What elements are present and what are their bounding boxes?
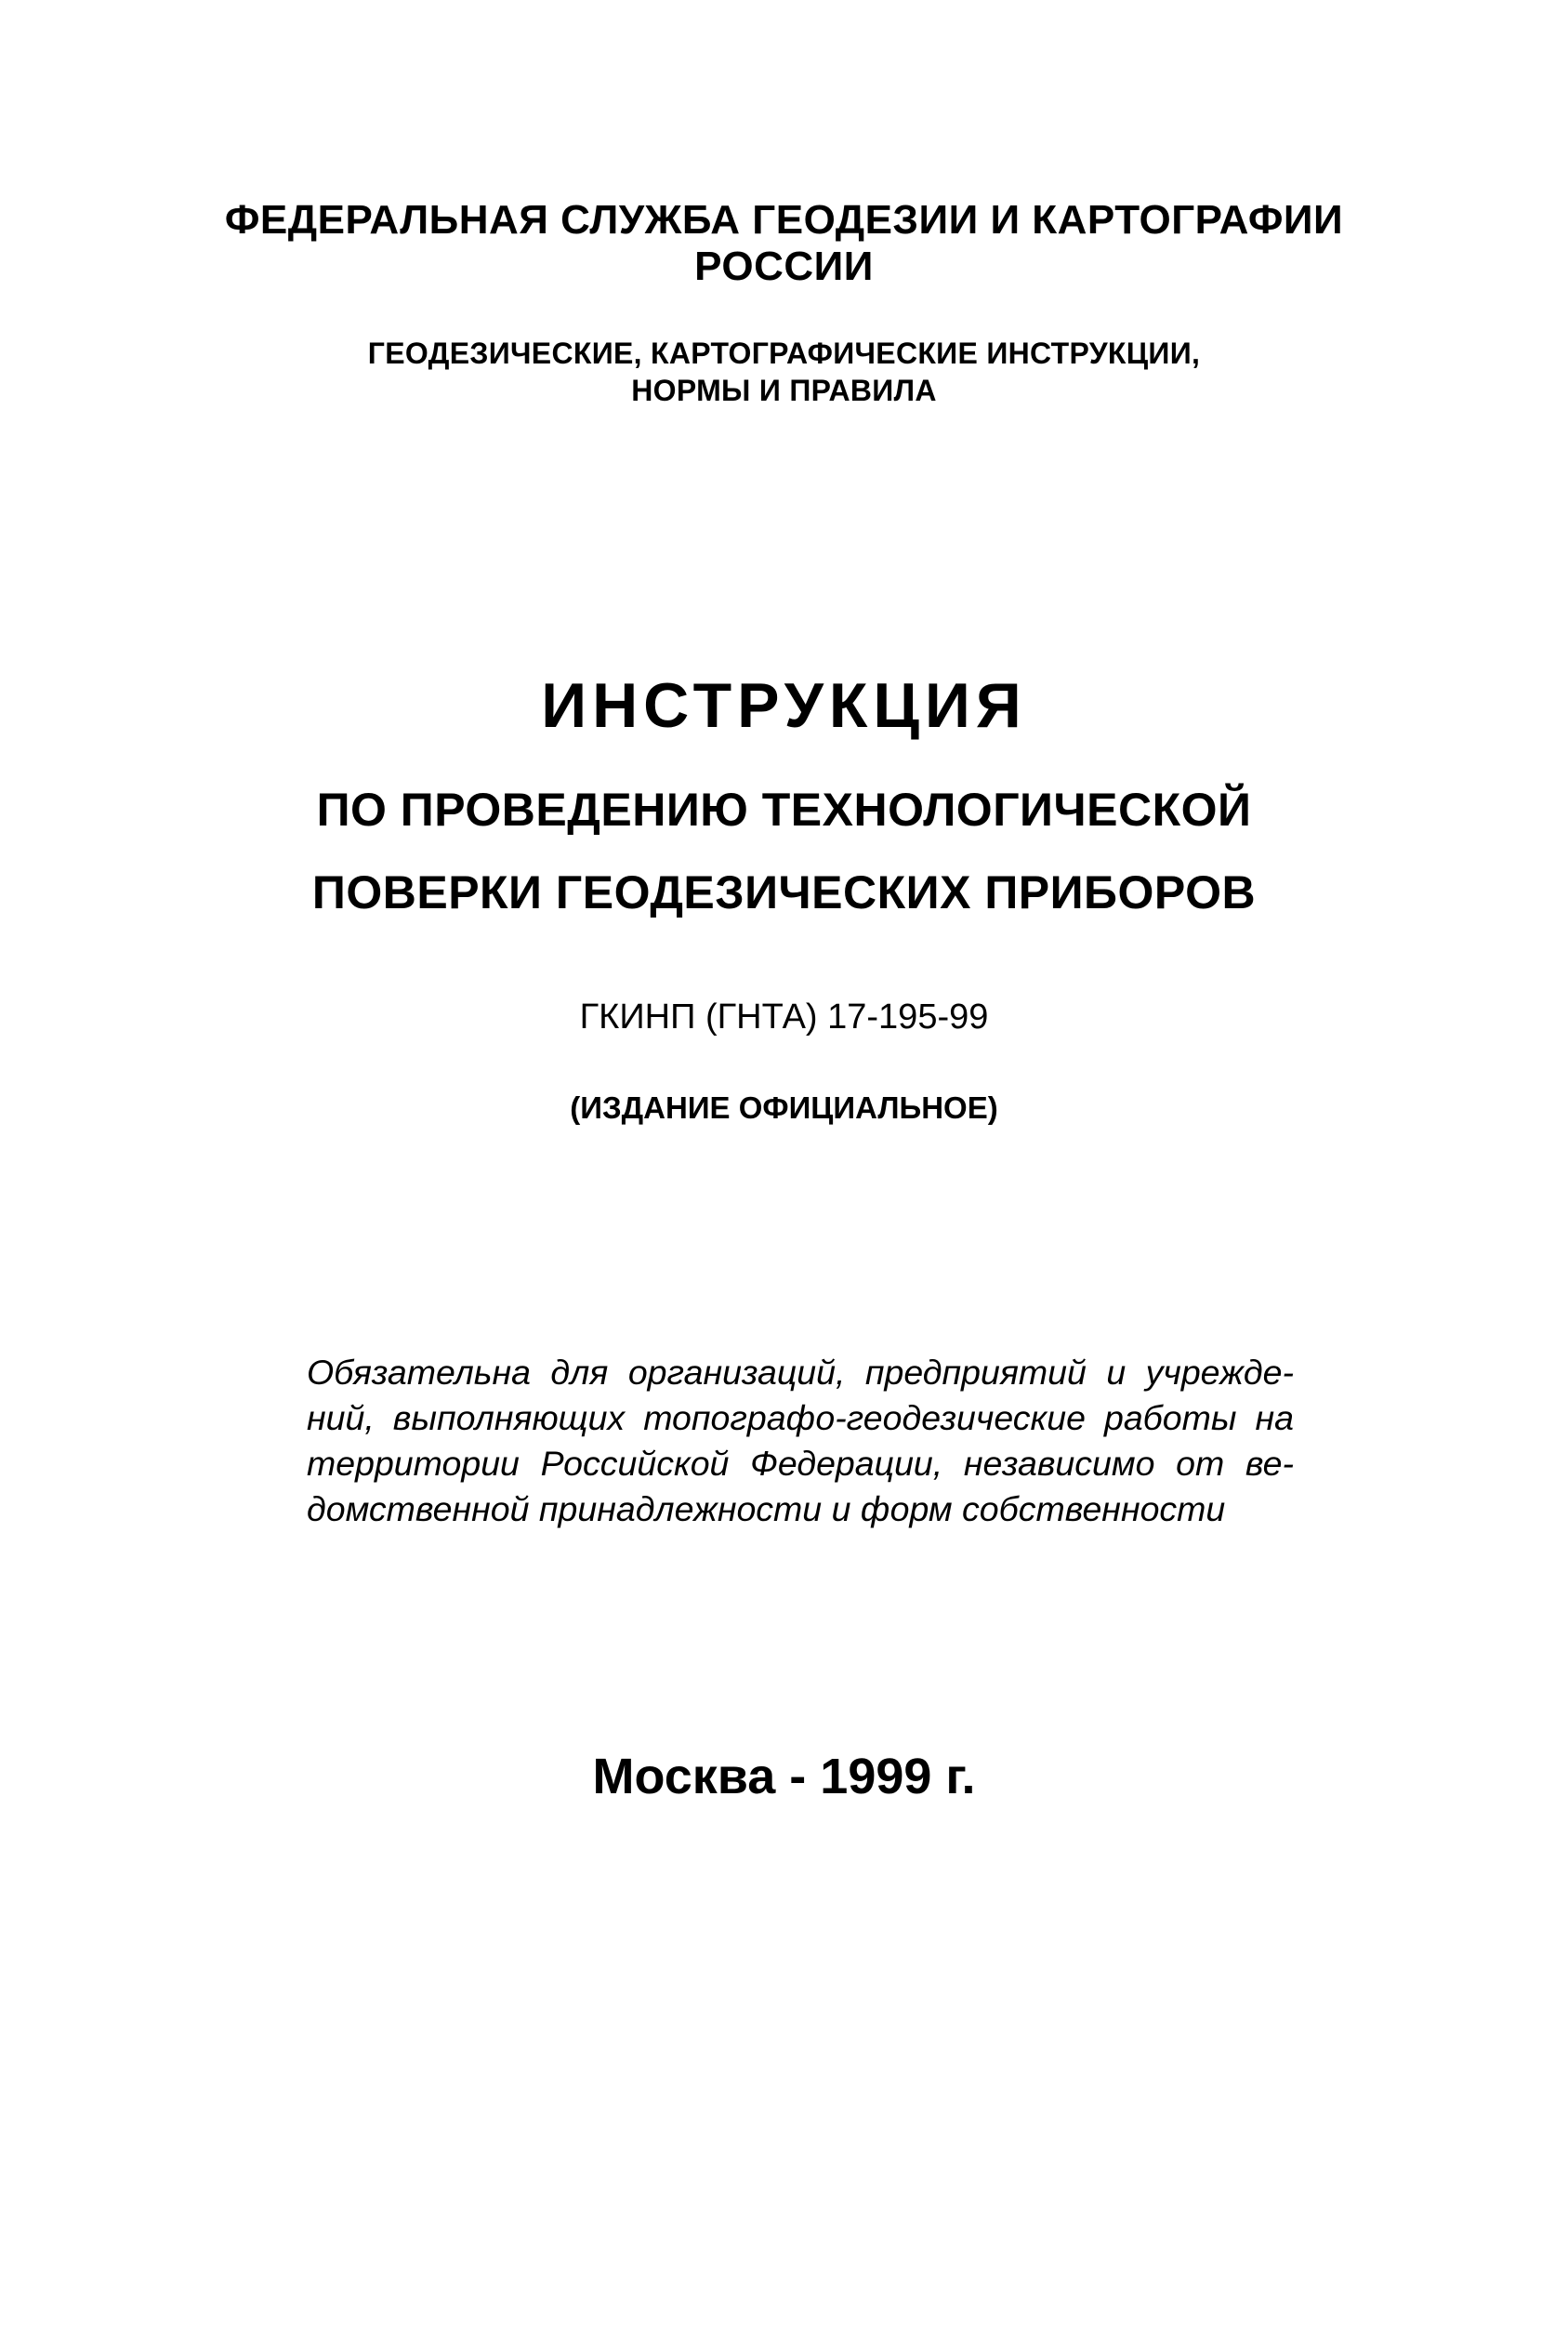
scope-line-1: Обязательна для организаций, предприятий и учрежде- <box>307 1353 1294 1392</box>
document-subtitle-line-2: ПОВЕРКИ ГЕОДЕЗИЧЕСКИХ ПРИБОРОВ <box>311 866 1257 918</box>
document-title: ИНСТРУКЦИЯ <box>541 670 1027 741</box>
edition-note: (ИЗДАНИЕ ОФИЦИАЛЬНОЕ) <box>570 1090 998 1125</box>
document-subtitle-line-1: ПО ПРОВЕДЕНИЮ ТЕХНОЛОГИЧЕСКОЙ <box>316 784 1252 836</box>
agency-name-line-2: РОССИИ <box>694 244 874 289</box>
series-name-line-2: НОРМЫ И ПРАВИЛА <box>631 374 937 407</box>
document-code: ГКИНП (ГНТА) 17-195-99 <box>579 997 989 1037</box>
place-and-year: Москва - 1999 г. <box>592 1749 976 1804</box>
agency-name-line-1: ФЕДЕРАЛЬНАЯ СЛУЖБА ГЕОДЕЗИИ И КАРТОГРАФИИ <box>224 197 1344 243</box>
series-name-line-1: ГЕОДЕЗИЧЕСКИЕ, КАРТОГРАФИЧЕСКИЕ ИНСТРУКЦИИ, <box>367 337 1201 370</box>
scope-line-4: домственной принадлежности и форм собственности <box>307 1489 1226 1528</box>
scope-line-3: территории Российской Федерации, независимо от ве- <box>307 1444 1294 1483</box>
scope-paragraph <box>307 1350 1294 1532</box>
scope-line-2: ний, выполняющих топографо-геодезические работы на <box>307 1398 1294 1437</box>
